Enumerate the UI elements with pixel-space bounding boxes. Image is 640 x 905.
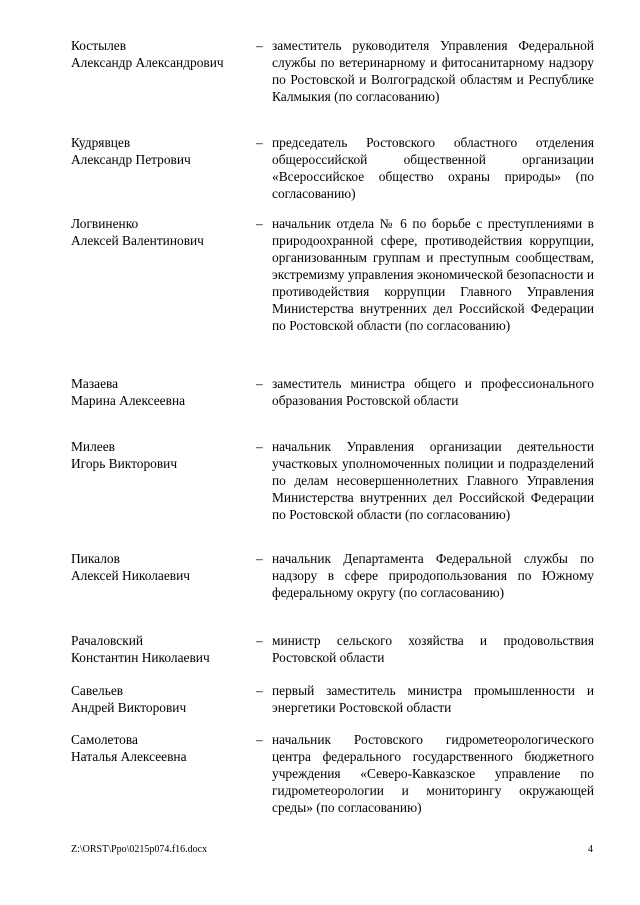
dash-separator: – <box>256 732 263 747</box>
member-surname: Пикалов <box>71 551 120 566</box>
member-surname: Кудрявцев <box>71 135 131 150</box>
member-surname: Самолетова <box>71 732 138 747</box>
member-name <box>71 438 251 472</box>
member-given-name: Игорь Викторович <box>71 456 178 471</box>
member-given-name: Алексей Валентинович <box>71 233 204 248</box>
member-name <box>71 731 251 765</box>
member-position: начальник Ростовского гидрометеорологического центра федерального государственного бюджетного учреждения «Северо-Кавказское управление по гидрометеорологии и мониторингу окружающей среды» (по согласованию) <box>272 732 594 815</box>
member-name <box>71 134 251 168</box>
member-name <box>71 632 251 666</box>
member-name <box>71 550 251 584</box>
member-given-name: Константин Николаевич <box>71 650 210 665</box>
member-surname: Костылев <box>71 38 127 53</box>
member-position: первый заместитель министра промышленности и энергетики Ростовской области <box>272 683 594 715</box>
page-number: 4 <box>588 844 593 855</box>
member-given-name: Наталья Алексеевна <box>71 749 187 764</box>
member-position: министр сельского хозяйства и продовольствия Ростовской области <box>272 633 594 665</box>
member-given-name: Марина Алексеевна <box>71 393 186 408</box>
dash-separator: – <box>256 216 263 231</box>
dash-separator: – <box>256 38 263 53</box>
member-surname: Милеев <box>71 439 115 454</box>
member-name <box>71 682 251 716</box>
member-given-name: Алексей Николаевич <box>71 568 191 583</box>
member-position: начальник Управления организации деятельности участковых уполномоченных полиции и подразделений по делам несовершеннолетних Главного Управления Министерства внутренних дел Российской Федерации по Ростовской области (по согласованию) <box>272 439 594 522</box>
footer-file-path: Z:\ORST\Ppo\0215p074.f16.docx <box>71 844 208 855</box>
member-given-name: Александр Александрович <box>71 55 224 70</box>
member-surname: Мазаева <box>71 376 119 391</box>
member-name <box>71 37 251 71</box>
dash-separator: – <box>256 683 263 698</box>
dash-separator: – <box>256 439 263 454</box>
member-position: заместитель руководителя Управления Федеральной службы по ветеринарному и фитосанитарному надзору по Ростовской и Волгоградской областям и Республике Калмыкия (по согласованию) <box>272 38 594 104</box>
member-position: начальник отдела № 6 по борьбе с преступлениями в природоохранной сфере, противодействия коррупции, организованным группам и преступным сообществам, экстремизму управления экономической безопасности и противодействия коррупции Главного Управления Министерства внутренних дел Российской Федерации по Ростовской области (по согласованию) <box>272 216 594 333</box>
member-given-name: Андрей Викторович <box>71 700 187 715</box>
dash-separator: – <box>256 376 263 391</box>
dash-separator: – <box>256 551 263 566</box>
member-given-name: Александр Петрович <box>71 152 191 167</box>
member-name <box>71 215 251 249</box>
member-surname: Рачаловский <box>71 633 144 648</box>
member-surname: Логвиненко <box>71 216 139 231</box>
member-position: председатель Ростовского областного отделения общероссийской общественной организации «Всероссийское общество охраны природы» (по согласованию) <box>272 135 594 201</box>
member-position: начальник Департамента Федеральной службы по надзору в сфере природопользования по Южному федеральному округу (по согласованию) <box>272 551 594 600</box>
member-surname: Савельев <box>71 683 124 698</box>
dash-separator: – <box>256 633 263 648</box>
member-name <box>71 375 251 409</box>
dash-separator: – <box>256 135 263 150</box>
member-position: заместитель министра общего и профессионального образования Ростовской области <box>272 376 594 408</box>
